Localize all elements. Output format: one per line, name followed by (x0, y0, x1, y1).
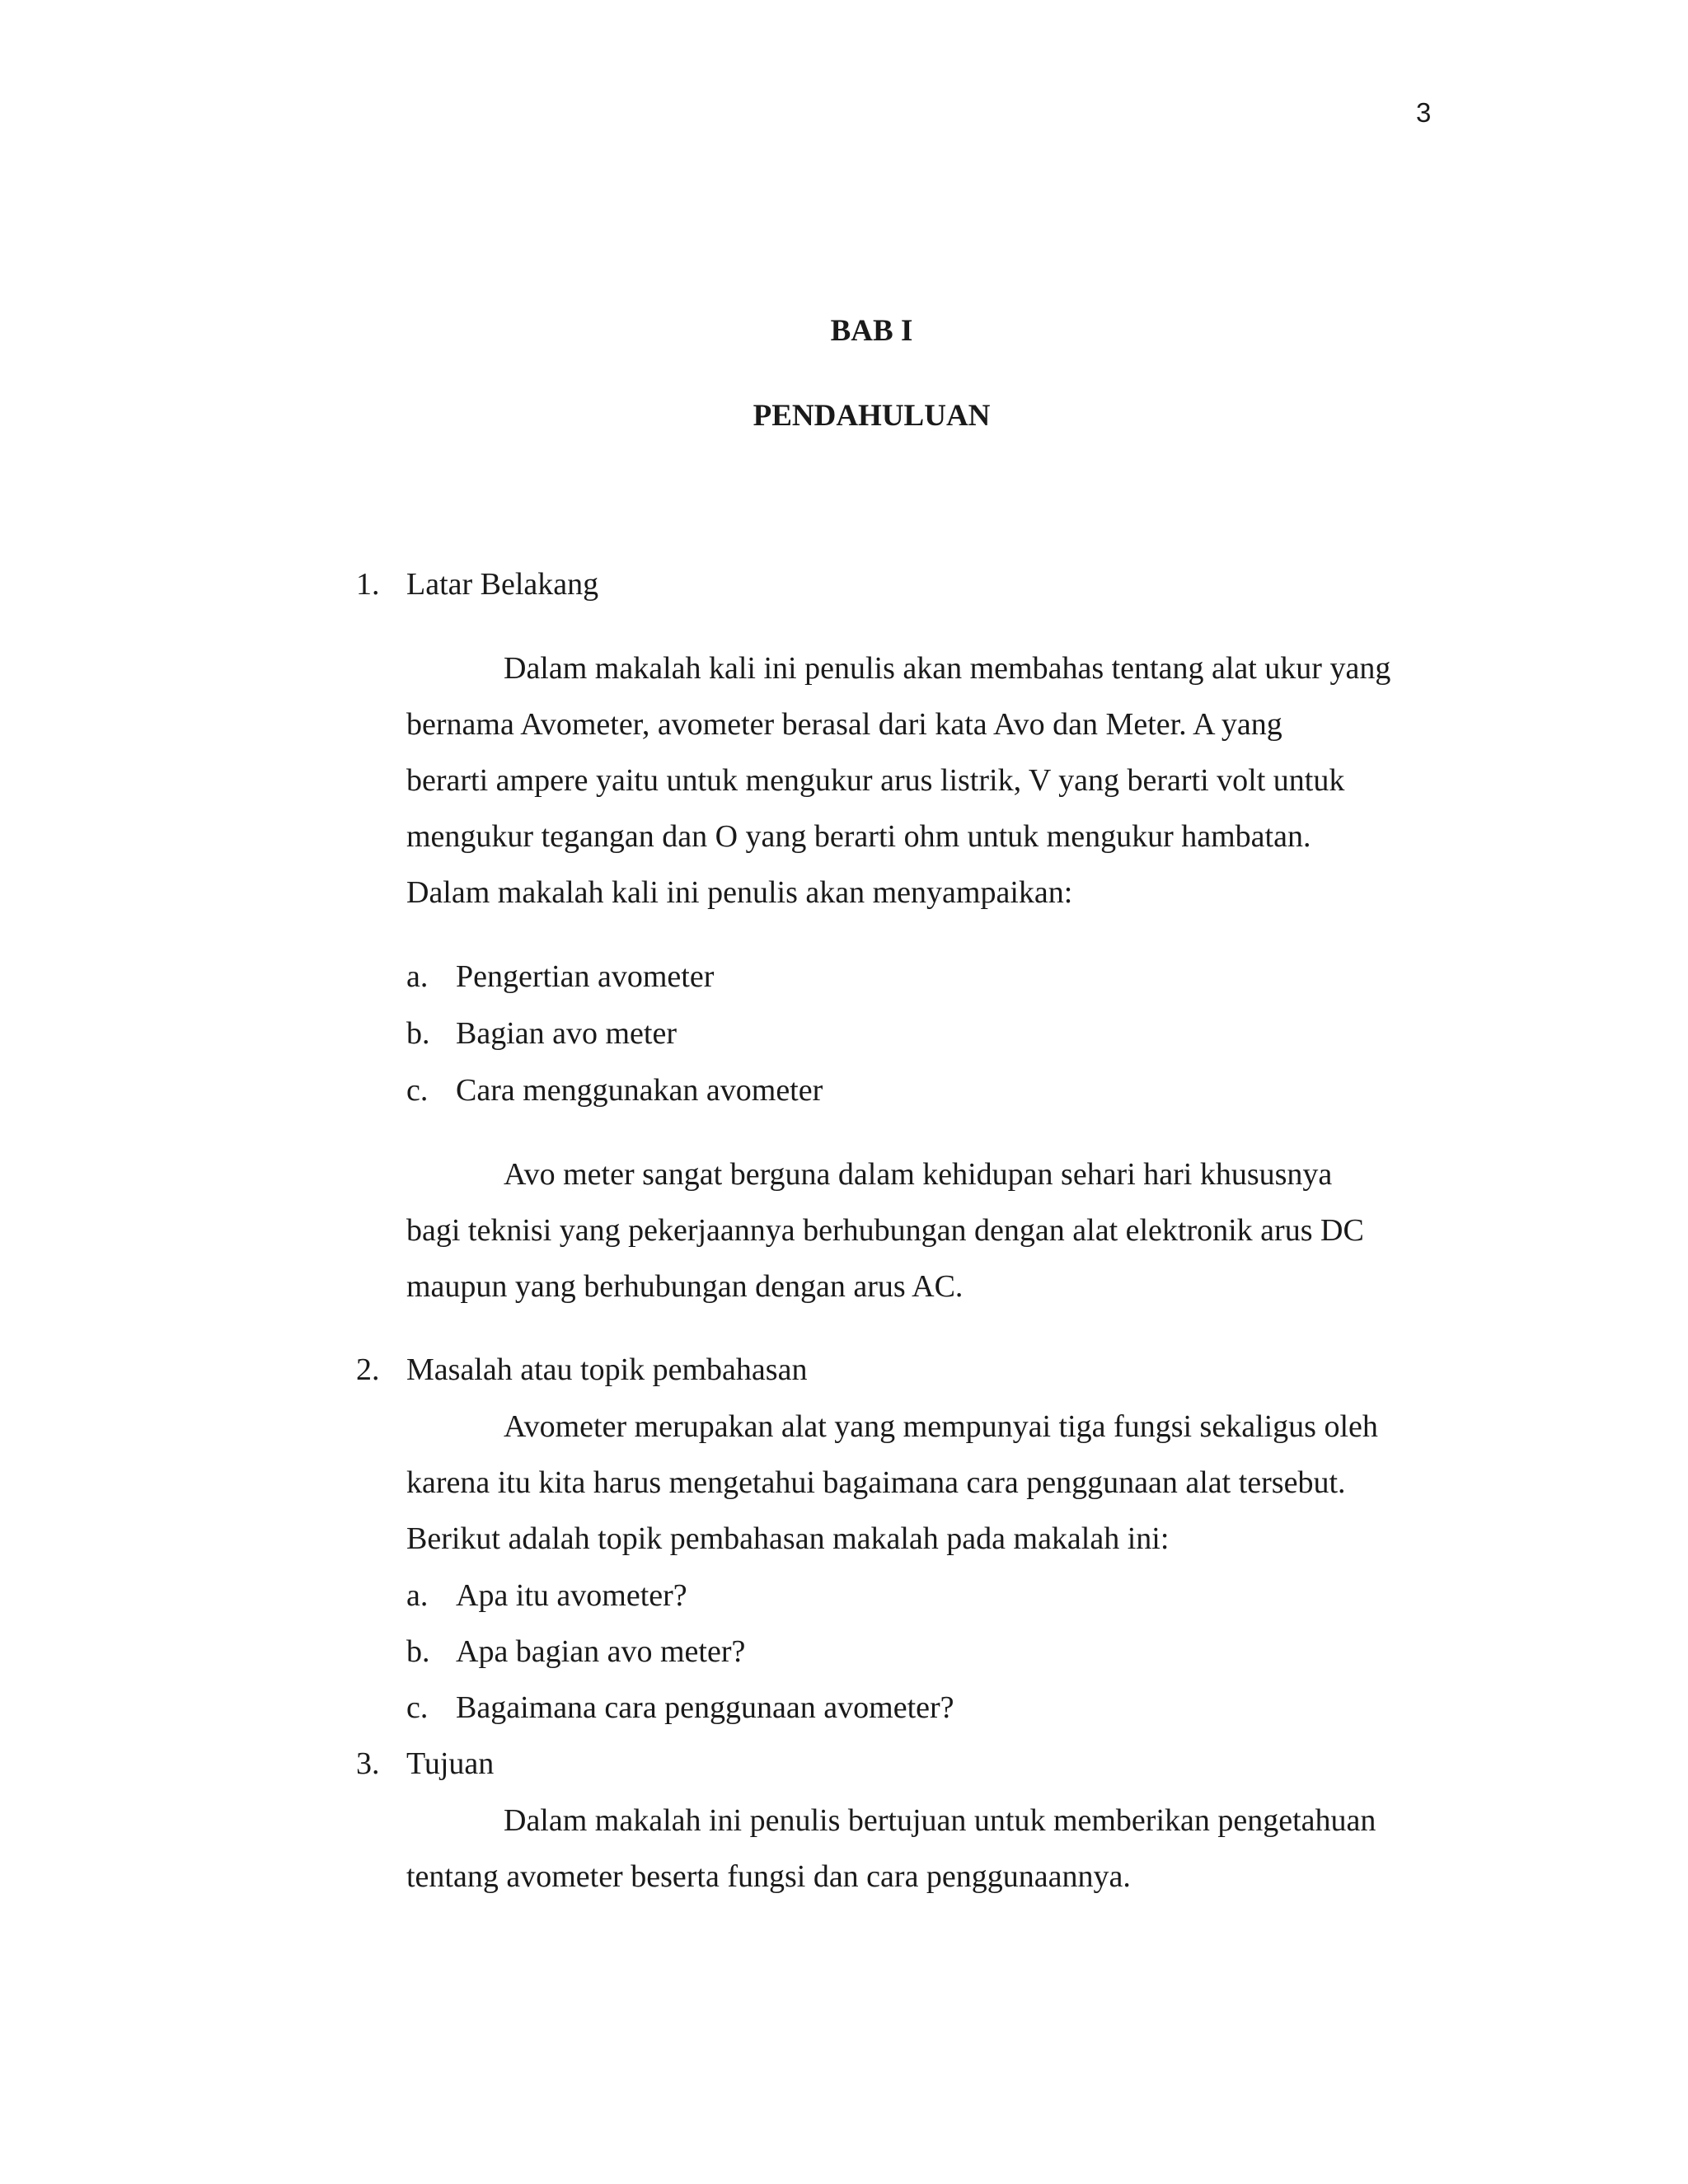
section-2-number: 2. (356, 1352, 380, 1387)
section-3-title: Tujuan (406, 1746, 495, 1781)
section-2-title: Masalah atau topik pembahasan (406, 1352, 808, 1387)
list-item-marker: a. (406, 1578, 429, 1613)
chapter-heading: BAB I (830, 314, 913, 348)
page-number: 3 (1416, 97, 1432, 128)
section-1-paragraph-line: Avo meter sangat berguna dalam kehidupan sehari hari khususnya (504, 1157, 1333, 1192)
section-1-paragraph-line: bernama Avometer, avometer berasal dari kata Avo dan Meter. A yang (406, 707, 1282, 742)
section-3-paragraph-line: Dalam makalah ini penulis bertujuan untuk memberikan pengetahuan (504, 1803, 1376, 1838)
section-2-paragraph-line: karena itu kita harus mengetahui bagaimana cara penggunaan alat tersebut. (406, 1465, 1346, 1500)
section-1-paragraph-line: berarti ampere yaitu untuk mengukur arus listrik, V yang berarti volt untuk (406, 763, 1345, 798)
section-3-number: 3. (356, 1746, 380, 1781)
list-item: Bagian avo meter (456, 1016, 678, 1051)
section-2-paragraph-line: Avometer merupakan alat yang mempunyai tiga fungsi sekaligus oleh (504, 1409, 1378, 1444)
section-2-paragraph-line: Berikut adalah topik pembahasan makalah pada makalah ini: (406, 1521, 1170, 1556)
list-item-marker: b. (406, 1016, 430, 1051)
list-item-marker: b. (406, 1634, 430, 1669)
list-item: Cara menggunakan avometer (456, 1073, 823, 1108)
list-item: Pengertian avometer (456, 959, 715, 994)
list-item-marker: a. (406, 959, 429, 994)
section-1-paragraph-line: Dalam makalah kali ini penulis akan menyampaikan: (406, 875, 1073, 910)
section-1-paragraph-line: bagi teknisi yang pekerjaannya berhubungan dengan alat elektronik arus DC (406, 1213, 1364, 1248)
list-item-marker: c. (406, 1690, 429, 1725)
section-1-title: Latar Belakang (406, 567, 599, 602)
list-item-marker: c. (406, 1073, 429, 1108)
section-1-paragraph-line: Dalam makalah kali ini penulis akan membahas tentang alat ukur yang (504, 651, 1391, 686)
section-1-paragraph-line: maupun yang berhubungan dengan arus AC. (406, 1269, 964, 1304)
list-item: Apa itu avometer? (456, 1578, 687, 1613)
list-item: Apa bagian avo meter? (456, 1634, 746, 1669)
chapter-title: PENDAHULUAN (753, 399, 991, 433)
list-item: Bagaimana cara penggunaan avometer? (456, 1690, 954, 1725)
section-3-paragraph-line: tentang avometer beserta fungsi dan cara penggunaannya. (406, 1859, 1131, 1894)
section-1-paragraph-line: mengukur tegangan dan O yang berarti ohm untuk mengukur hambatan. (406, 819, 1311, 854)
section-1-number: 1. (356, 567, 380, 602)
